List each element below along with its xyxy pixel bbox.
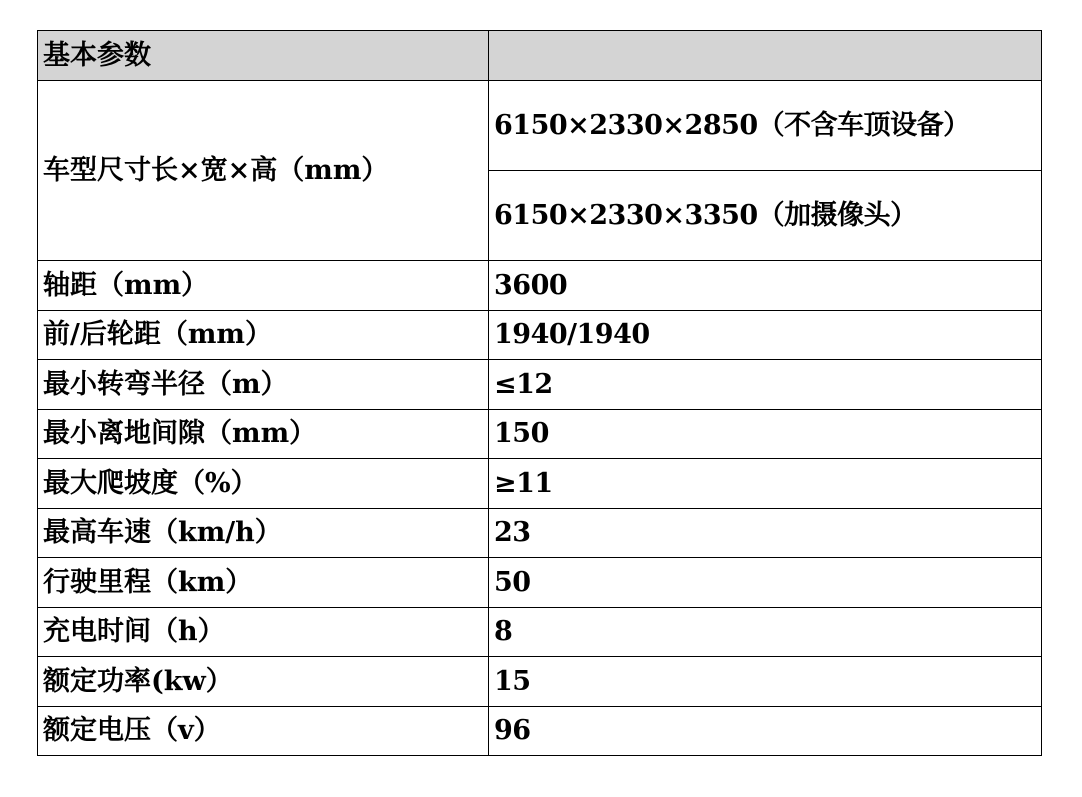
row-label: 轴距（mm） <box>38 261 489 311</box>
row-label: 最小离地间隙（mm） <box>38 409 489 459</box>
row-label: 额定电压（v） <box>38 706 489 756</box>
table-row <box>38 508 1042 558</box>
table-row <box>38 607 1042 657</box>
table-row <box>38 261 1042 311</box>
dimensions-value-1: 6150×2330×2850（不含车顶设备） <box>489 81 1042 171</box>
dimensions-value-2: 6150×2330×3350（加摄像头） <box>489 171 1042 261</box>
row-label: 前/后轮距（mm） <box>38 310 489 360</box>
table-row <box>38 360 1042 410</box>
table-row <box>38 409 1042 459</box>
row-value: 15 <box>489 657 1042 707</box>
row-value: 3600 <box>489 261 1042 311</box>
table-row <box>38 558 1042 608</box>
header-label: 基本参数 <box>38 31 489 81</box>
table-row <box>38 81 1042 171</box>
row-value: 1940/1940 <box>489 310 1042 360</box>
row-label: 额定功率(kw） <box>38 657 489 707</box>
row-value: 50 <box>489 558 1042 608</box>
row-value: 150 <box>489 409 1042 459</box>
table-row <box>38 706 1042 756</box>
table-row <box>38 459 1042 509</box>
table-header-row <box>38 31 1042 81</box>
table-row <box>38 310 1042 360</box>
header-value <box>489 31 1042 81</box>
row-label: 最小转弯半径（m） <box>38 360 489 410</box>
row-value: 23 <box>489 508 1042 558</box>
row-value: ≤12 <box>489 360 1042 410</box>
dimensions-label: 车型尺寸长×宽×高（mm） <box>38 81 489 261</box>
row-label: 最大爬坡度（%） <box>38 459 489 509</box>
row-label: 最高车速（km/h） <box>38 508 489 558</box>
row-label: 行驶里程（km） <box>38 558 489 608</box>
row-value: 8 <box>489 607 1042 657</box>
row-label: 充电时间（h） <box>38 607 489 657</box>
spec-table <box>37 30 1042 756</box>
table-row <box>38 657 1042 707</box>
row-value: ≥11 <box>489 459 1042 509</box>
row-value: 96 <box>489 706 1042 756</box>
